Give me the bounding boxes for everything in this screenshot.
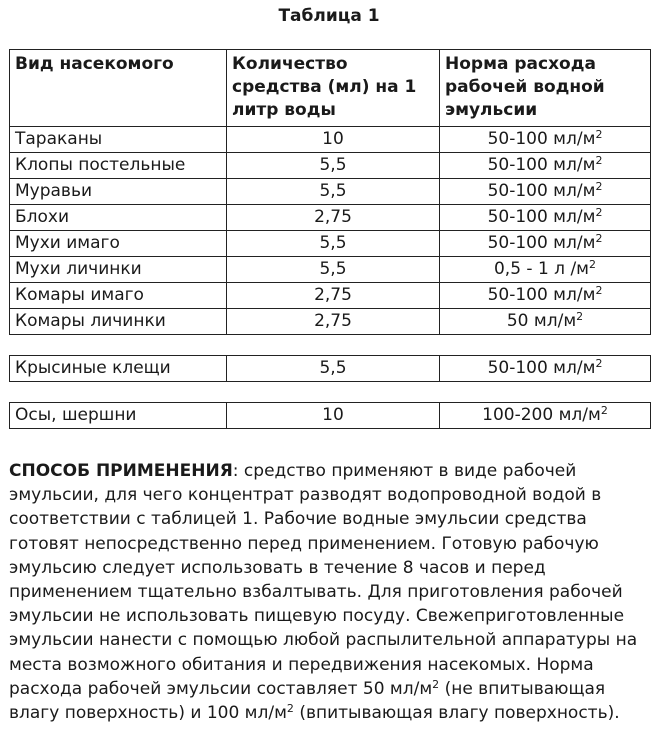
amount-cell: 5,5 <box>227 153 440 179</box>
insect-cell: Осы, шершни <box>10 403 227 429</box>
method-text: (не впитывающая влагу поверхность) и 100 мл/м <box>9 678 606 724</box>
insect-cell: Муравьи <box>10 179 227 205</box>
header-amount: Количество средства (мл) на 1 литр воды <box>227 50 440 127</box>
amount-cell: 2,75 <box>227 309 440 335</box>
norm-cell: 50-100 $мл/м^2$ <box>440 231 651 257</box>
application-method-paragraph <box>9 459 654 725</box>
table-row <box>10 257 651 283</box>
table-row <box>10 179 651 205</box>
table-row <box>10 127 651 153</box>
table-spacer-row <box>10 382 651 403</box>
table-title: Таблица 1 <box>278 6 380 26</box>
superscript: 2 <box>286 702 294 716</box>
insect-cell: Мухи личинки <box>10 257 227 283</box>
amount-cell: 2,75 <box>227 283 440 309</box>
table-row <box>10 403 651 429</box>
norm-cell: 50-100 $мл/м^2$ <box>440 205 651 231</box>
norm-cell: 50-100 $мл/м^2$ <box>440 356 651 382</box>
table-row <box>10 309 651 335</box>
header-norm: Норма расхода рабочей водной эмульсии <box>440 50 651 127</box>
amount-cell: 5,5 <box>227 231 440 257</box>
insect-cell: Клопы постельные <box>10 153 227 179</box>
method-heading: СПОСОБ ПРИМЕНЕНИЯ <box>9 461 233 481</box>
insect-cell: Блохи <box>10 205 227 231</box>
insect-cell: Комары личинки <box>10 309 227 335</box>
insect-cell: Мухи имаго <box>10 231 227 257</box>
table-spacer-row <box>10 335 651 356</box>
table-row <box>10 283 651 309</box>
amount-cell: 2,75 <box>227 205 440 231</box>
insect-cell: Комары имаго <box>10 283 227 309</box>
amount-cell: 5,5 <box>227 356 440 382</box>
norm-cell: 50-100 $мл/м^2$ <box>440 179 651 205</box>
spacer-cell <box>10 335 651 356</box>
amount-cell: 10 <box>227 127 440 153</box>
norm-cell: 50-100 $мл/м^2$ <box>440 127 651 153</box>
insect-cell: Крысиные клещи <box>10 356 227 382</box>
table-row <box>10 205 651 231</box>
amount-cell: 5,5 <box>227 179 440 205</box>
norm-cell: 50-100 $мл/м^2$ <box>440 153 651 179</box>
method-text: (впитывающая влагу поверхность). <box>293 703 620 724</box>
amount-cell: 5,5 <box>227 257 440 283</box>
norm-cell: 100-200 $мл/м^2$ <box>440 403 651 429</box>
table-header-row <box>10 50 651 127</box>
table-row <box>10 153 651 179</box>
method-text: : средство применяют в виде рабочей эмульсии, для чего концентрат разводят водопроводной водой в соответствии с таблицей 1. Рабочие водные эмульсии средства готовят непосредственно перед применением. Готовую рабочую эмульсию следует использовать в течение 8 часов и перед применением тщательно взбалтывать. Для приготовления рабочей эмульсии не использовать пищевую посуду. Свежеприготовленные эмульсии нанести с помощью любой распылительной аппаратуры на места возможного обитания и передвижения насекомых. Норма расхода рабочей эмульсии составляет 50 мл/м <box>9 461 638 699</box>
norm-cell: 50-100 $мл/м^2$ <box>440 283 651 309</box>
norm-cell: 0,5 - 1 л $/м^2$ <box>440 257 651 283</box>
spacer-cell <box>10 382 651 403</box>
table-row <box>10 231 651 257</box>
header-insect: Вид насекомого <box>10 50 227 127</box>
table-row <box>10 356 651 382</box>
insect-dosage-table <box>9 49 651 429</box>
norm-cell: 50 $мл/м^2$ <box>440 309 651 335</box>
superscript: 2 <box>432 677 440 691</box>
insect-cell: Тараканы <box>10 127 227 153</box>
amount-cell: 10 <box>227 403 440 429</box>
